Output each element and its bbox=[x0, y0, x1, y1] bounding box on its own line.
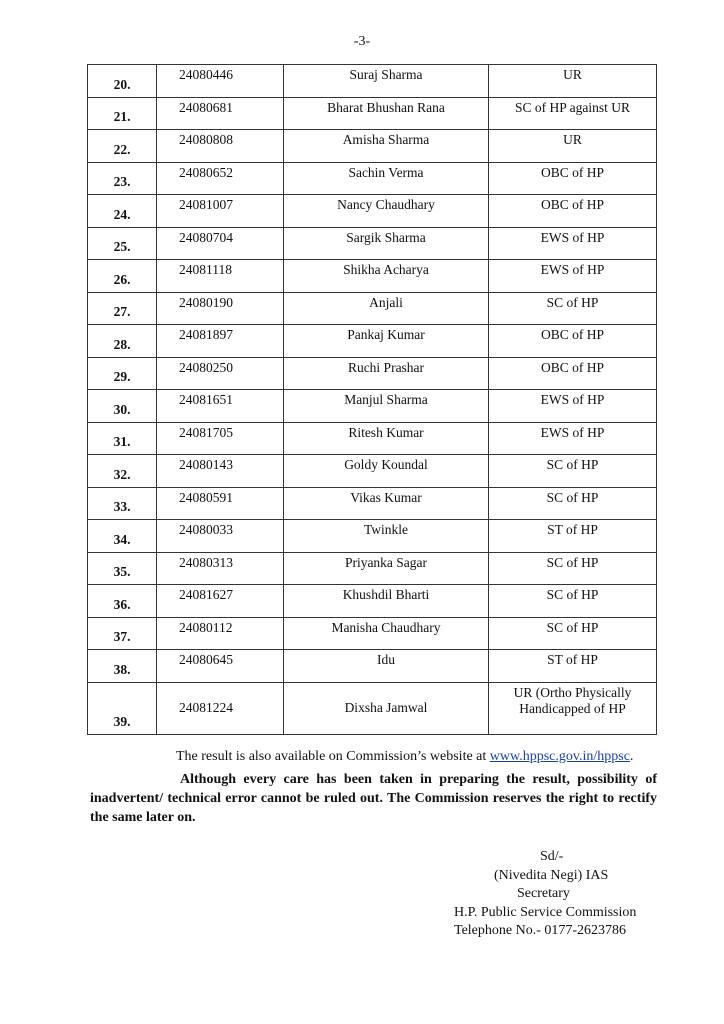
roll-number-cell: 24081007 bbox=[157, 195, 284, 228]
candidate-name-cell: Khushdil Bharti bbox=[284, 585, 489, 618]
table-row bbox=[88, 227, 657, 260]
serial-number-cell: 30. bbox=[88, 390, 157, 423]
candidate-name-cell: Twinkle bbox=[284, 520, 489, 553]
serial-number-cell: 23. bbox=[88, 162, 157, 195]
serial-number-cell: 32. bbox=[88, 455, 157, 488]
serial-number-cell: 37. bbox=[88, 617, 157, 650]
serial-number-cell: 21. bbox=[88, 97, 157, 130]
table-row bbox=[88, 357, 657, 390]
roll-number-cell: 24080033 bbox=[157, 520, 284, 553]
category-cell: OBC of HP bbox=[489, 162, 657, 195]
category-cell: SC of HP bbox=[489, 292, 657, 325]
table-row bbox=[88, 97, 657, 130]
roll-number-cell: 24080591 bbox=[157, 487, 284, 520]
results-table bbox=[87, 64, 657, 735]
candidate-name-cell: Amisha Sharma bbox=[284, 130, 489, 163]
candidate-name-cell: Bharat Bhushan Rana bbox=[284, 97, 489, 130]
category-cell: SC of HP against UR bbox=[489, 97, 657, 130]
serial-number-cell: 39. bbox=[88, 682, 157, 734]
roll-number-cell: 24080446 bbox=[157, 65, 284, 98]
candidate-name-cell: Suraj Sharma bbox=[284, 65, 489, 98]
table-row bbox=[88, 617, 657, 650]
roll-number-cell: 24081224 bbox=[157, 682, 284, 734]
candidate-name-cell: Priyanka Sagar bbox=[284, 552, 489, 585]
signatory-telephone: Telephone No.- 0177-2623786 bbox=[454, 923, 627, 938]
table-row bbox=[88, 260, 657, 293]
roll-number-cell: 24080808 bbox=[157, 130, 284, 163]
category-cell: SC of HP bbox=[489, 585, 657, 618]
results-table-body bbox=[88, 65, 657, 735]
category-cell: EWS of HP bbox=[489, 422, 657, 455]
candidate-name-cell: Anjali bbox=[284, 292, 489, 325]
serial-number-cell: 35. bbox=[88, 552, 157, 585]
roll-number-cell: 24080190 bbox=[157, 292, 284, 325]
serial-number-cell: 24. bbox=[88, 195, 157, 228]
candidate-name-cell: Nancy Chaudhary bbox=[284, 195, 489, 228]
category-cell: SC of HP bbox=[489, 552, 657, 585]
signatory-name: (Nivedita Negi) IAS bbox=[494, 867, 609, 883]
serial-number-cell: 25. bbox=[88, 227, 157, 260]
table-row bbox=[88, 325, 657, 358]
roll-number-cell: 24080652 bbox=[157, 162, 284, 195]
roll-number-cell: 24081651 bbox=[157, 390, 284, 423]
table-row bbox=[88, 682, 657, 734]
roll-number-cell: 24080681 bbox=[157, 97, 284, 130]
table-row bbox=[88, 552, 657, 585]
candidate-name-cell: Vikas Kumar bbox=[284, 487, 489, 520]
category-cell: UR bbox=[489, 65, 657, 98]
candidate-name-cell: Shikha Acharya bbox=[284, 260, 489, 293]
serial-number-cell: 38. bbox=[88, 650, 157, 683]
table-row bbox=[88, 162, 657, 195]
signatory-organization: H.P. Public Service Commission bbox=[454, 904, 637, 920]
category-cell: ST of HP bbox=[489, 520, 657, 553]
category-cell: OBC of HP bbox=[489, 357, 657, 390]
category-cell: SC of HP bbox=[489, 617, 657, 650]
roll-number-cell: 24081118 bbox=[157, 260, 284, 293]
category-cell: SC of HP bbox=[489, 455, 657, 488]
serial-number-cell: 28. bbox=[88, 325, 157, 358]
signature-block bbox=[454, 848, 654, 941]
table-row bbox=[88, 585, 657, 618]
serial-number-cell: 27. bbox=[88, 292, 157, 325]
category-cell: EWS of HP bbox=[489, 260, 657, 293]
table-row bbox=[88, 650, 657, 683]
website-line bbox=[176, 749, 633, 765]
table-row bbox=[88, 292, 657, 325]
roll-number-cell: 24080704 bbox=[157, 227, 284, 260]
table-row bbox=[88, 487, 657, 520]
table-row bbox=[88, 130, 657, 163]
table-row bbox=[88, 195, 657, 228]
disclaimer: Although every care has been taken in preparing the result, possibility of inadvertent/ technical error cannot be ruled out. The Commission reserves the right to rectify the same later on. bbox=[90, 772, 657, 825]
roll-number-cell: 24080250 bbox=[157, 357, 284, 390]
roll-number-cell: 24080313 bbox=[157, 552, 284, 585]
website-suffix: . bbox=[629, 749, 634, 764]
website-text: The result is also available on Commission’s website at bbox=[176, 749, 490, 764]
candidate-name-cell: Goldy Koundal bbox=[284, 455, 489, 488]
roll-number-cell: 24080645 bbox=[157, 650, 284, 683]
category-cell: EWS of HP bbox=[489, 227, 657, 260]
serial-number-cell: 26. bbox=[88, 260, 157, 293]
serial-number-cell: 36. bbox=[88, 585, 157, 618]
roll-number-cell: 24080112 bbox=[157, 617, 284, 650]
candidate-name-cell: Manjul Sharma bbox=[284, 390, 489, 423]
candidate-name-cell: Manisha Chaudhary bbox=[284, 617, 489, 650]
category-cell: UR bbox=[489, 130, 657, 163]
candidate-name-cell: Idu bbox=[284, 650, 489, 683]
roll-number-cell: 24081897 bbox=[157, 325, 284, 358]
table-row bbox=[88, 390, 657, 423]
table-row bbox=[88, 520, 657, 553]
candidate-name-cell: Ruchi Prashar bbox=[284, 357, 489, 390]
candidate-name-cell: Sargik Sharma bbox=[284, 227, 489, 260]
serial-number-cell: 34. bbox=[88, 520, 157, 553]
serial-number-cell: 31. bbox=[88, 422, 157, 455]
roll-number-cell: 24081627 bbox=[157, 585, 284, 618]
roll-number-cell: 24080143 bbox=[157, 455, 284, 488]
page-number: -3- bbox=[353, 34, 371, 49]
serial-number-cell: 22. bbox=[88, 130, 157, 163]
candidate-name-cell: Dixsha Jamwal bbox=[284, 682, 489, 734]
table-row bbox=[88, 422, 657, 455]
category-cell: SC of HP bbox=[489, 487, 657, 520]
signature-sd: Sd/- bbox=[540, 849, 564, 864]
website-link[interactable]: www.hppsc.gov.in/hppsc bbox=[489, 749, 630, 764]
category-cell: OBC of HP bbox=[489, 325, 657, 358]
category-cell: UR (Ortho Physically Handicapped of HP bbox=[489, 682, 657, 734]
roll-number-cell: 24081705 bbox=[157, 422, 284, 455]
category-cell: OBC of HP bbox=[489, 195, 657, 228]
table-row bbox=[88, 65, 657, 98]
table-row bbox=[88, 455, 657, 488]
signatory-designation: Secretary bbox=[517, 886, 570, 901]
category-cell: ST of HP bbox=[489, 650, 657, 683]
serial-number-cell: 29. bbox=[88, 357, 157, 390]
candidate-name-cell: Pankaj Kumar bbox=[284, 325, 489, 358]
candidate-name-cell: Ritesh Kumar bbox=[284, 422, 489, 455]
serial-number-cell: 20. bbox=[88, 65, 157, 98]
category-cell: EWS of HP bbox=[489, 390, 657, 423]
candidate-name-cell: Sachin Verma bbox=[284, 162, 489, 195]
serial-number-cell: 33. bbox=[88, 487, 157, 520]
